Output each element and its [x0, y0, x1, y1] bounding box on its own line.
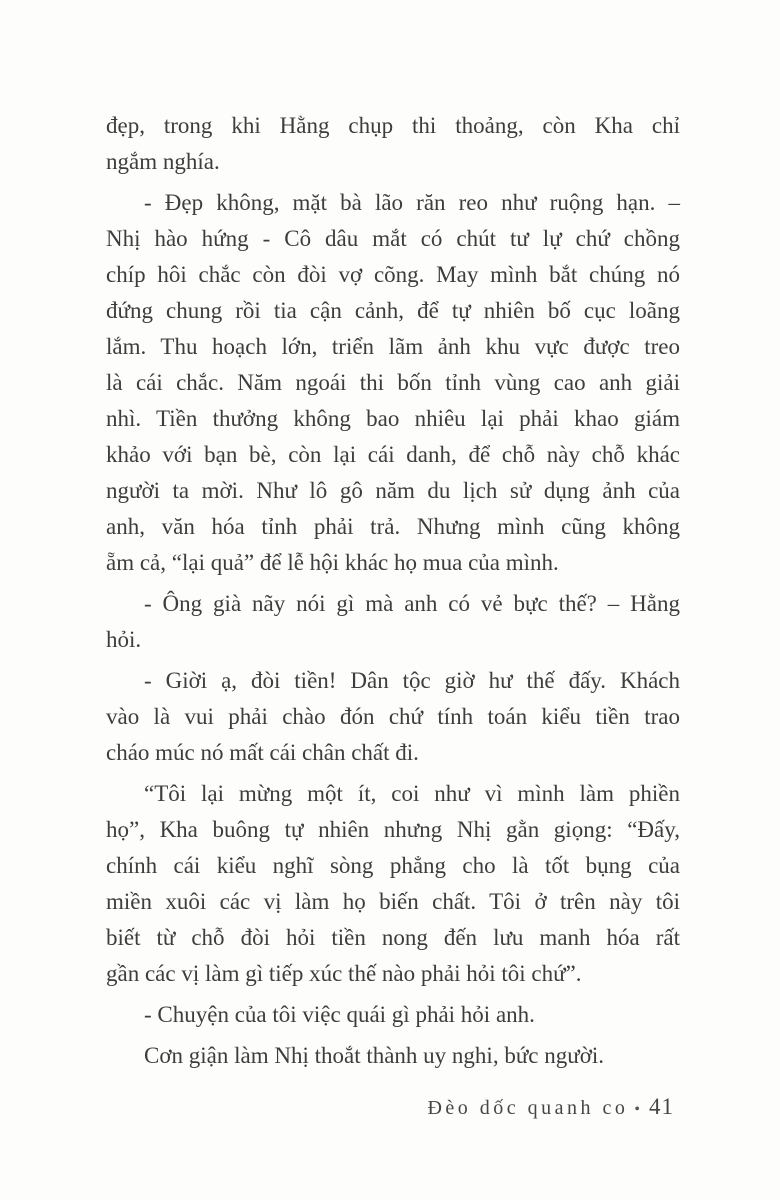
text-line: anh, văn hóa tỉnh phải trả. Nhưng mình cũng không — [106, 514, 680, 539]
text-line: - Giời ạ, đòi tiền! Dân tộc giờ hư thế đấy. Khách — [144, 668, 680, 693]
text-line: ngắm nghía. — [106, 149, 220, 174]
paragraph — [106, 185, 680, 581]
text-line: chíp hôi chắc còn đòi vợ cõng. May mình bắt chúng nó — [106, 262, 680, 287]
text-line: gần các vị làm gì tiếp xúc thế nào phải hỏi tôi chứ”. — [106, 961, 582, 986]
paragraph — [106, 1038, 680, 1074]
text-line: chính cái kiểu nghĩ sòng phẳng cho là tốt bụng của — [106, 853, 680, 878]
text-line: là cái chắc. Năm ngoái thi bốn tỉnh vùng cao anh giải — [106, 370, 680, 395]
running-title: Đèo dốc quanh co — [427, 1097, 629, 1119]
text-line: biết từ chỗ đòi hỏi tiền nong đến lưu manh hóa rất — [106, 925, 680, 950]
paragraph — [106, 108, 680, 180]
text-line: vào là vui phải chào đón chứ tính toán kiểu tiền trao — [106, 704, 680, 729]
text-line: Nhị hào hứng - Cô dâu mắt có chút tư lự chứ chồng — [106, 226, 680, 251]
text-line: hỏi. — [106, 627, 142, 652]
text-line: ẵm cả, “lại quả” để lễ hội khác họ mua của mình. — [106, 550, 559, 575]
paragraph — [106, 586, 680, 658]
text-line: “Tôi lại mừng một ít, coi như vì mình làm phiền — [144, 781, 680, 806]
text-line: lắm. Thu hoạch lớn, triển lãm ảnh khu vực được treo — [106, 334, 680, 359]
text-line: người ta mời. Như lô gô năm du lịch sử dụng ảnh của — [106, 478, 680, 503]
text-line: đứng chung rồi tia cận cảnh, để tự nhiên bố cục loãng — [106, 298, 680, 323]
page-number: 41 — [649, 1094, 674, 1119]
text-line: nhì. Tiền thưởng không bao nhiêu lại phải khao giám — [106, 406, 680, 431]
text-line: Cơn giận làm Nhị thoắt thành uy nghi, bức người. — [144, 1043, 605, 1068]
paragraph — [106, 663, 680, 771]
text-line: cháo múc nó mất cái chân chất đi. — [106, 740, 419, 765]
text-line: đẹp, trong khi Hằng chụp thi thoảng, còn Kha chỉ — [106, 113, 680, 138]
text-line: miền xuôi các vị làm họ biến chất. Tôi ở trên này tôi — [106, 889, 680, 914]
separator-dot-icon: • — [634, 1101, 640, 1118]
text-line: - Chuyện của tôi việc quái gì phải hỏi anh. — [144, 1002, 535, 1027]
text-line: khảo với bạn bè, còn lại cái danh, để chỗ này chỗ khác — [106, 442, 680, 467]
text-line: - Đẹp không, mặt bà lão răn reo như ruộng hạn. – — [144, 190, 680, 215]
paragraph — [106, 776, 680, 992]
page-text — [106, 108, 680, 1074]
text-line: họ”, Kha buông tự nhiên nhưng Nhị gằn giọng: “Đấy, — [106, 817, 680, 842]
paragraph — [106, 997, 680, 1033]
text-line: - Ông già nãy nói gì mà anh có vẻ bực thế? – Hằng — [144, 591, 680, 616]
page-footer — [427, 1094, 674, 1120]
